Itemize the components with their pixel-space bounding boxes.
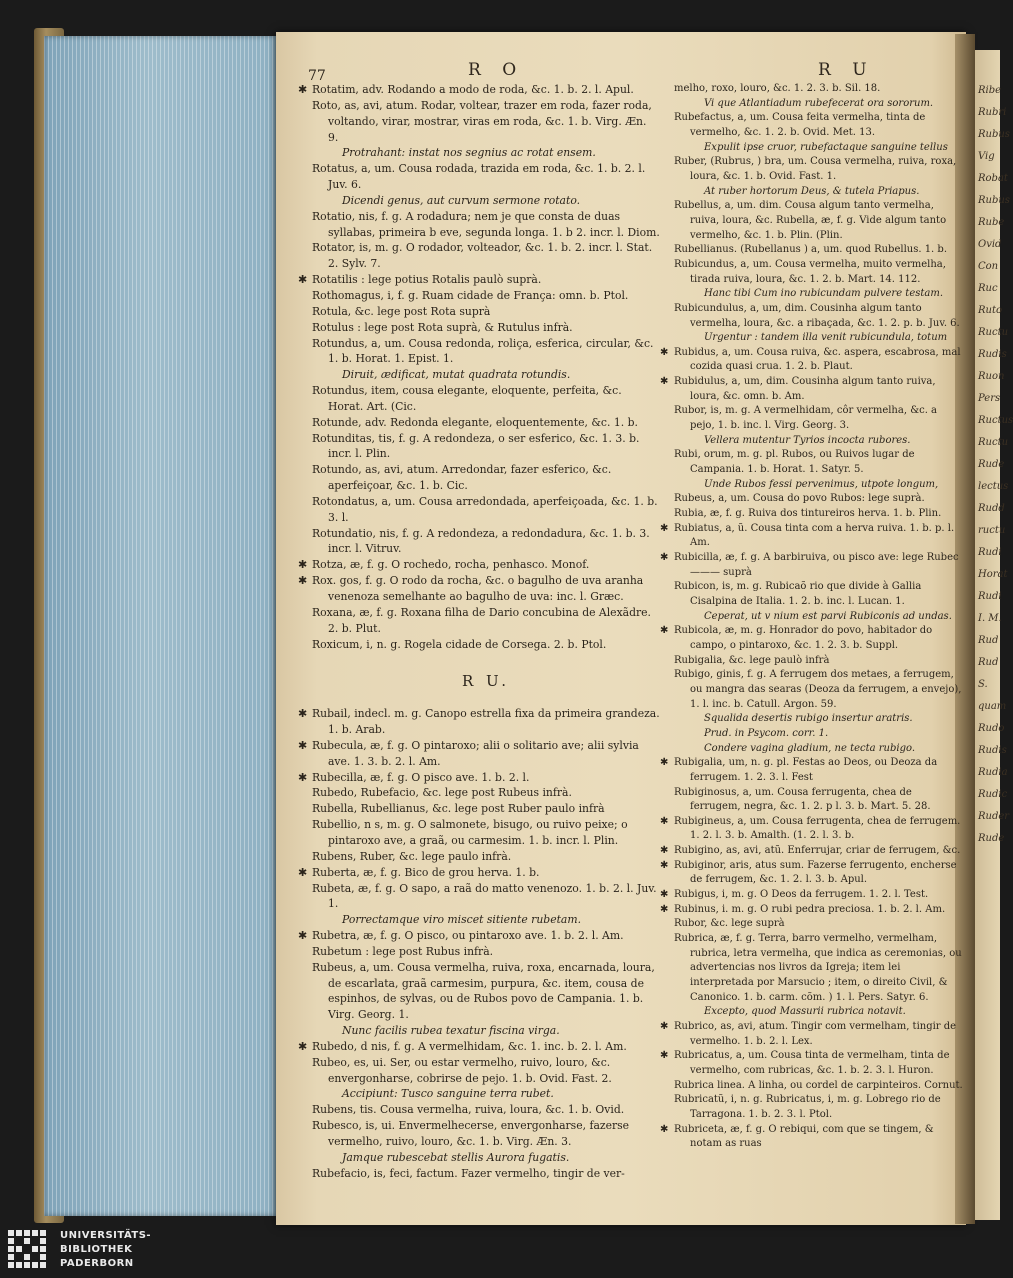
entry-text: Rubellianus. (Rubellanus ) a, um. quod Rubellus. 1. b. (674, 244, 947, 256)
dictionary-entry (660, 522, 964, 551)
dictionary-entry (298, 928, 660, 944)
entry-text: Rubor, &c. lege suprà (674, 918, 785, 930)
quotation-line: Excepto, quod Massurii rubrica notavit. (704, 1006, 906, 1018)
dictionary-entry (660, 815, 964, 844)
entry-text: Rubetum : lege post Rubus infrà. (312, 944, 494, 958)
logo-text-line-3: PADERBORN (60, 1258, 134, 1269)
facing-page-fragment: Vig (978, 151, 995, 162)
dictionary-entry (298, 770, 660, 786)
entry-text: Rubrica, æ, f. g. Terra, barro vermelho, vermelham, rubrica, letra vermelha, que indica as ceremonias, ou advertencias nos livros da Igreja; item lei interpretada por Marsucio ; item, o direito Civil, & Canonico. 1. b. carm. cõm. ) 1. l. Pers. Satyr. 6. (674, 933, 962, 1003)
facing-page-fragment: Rubus (978, 195, 1010, 206)
entry-text: Rubella, Rubellianus, &c. lege post Ruber paulo infrà (312, 802, 605, 816)
dictionary-entry (674, 654, 964, 669)
facing-page-fragment: Ructu (978, 327, 1009, 338)
dictionary-entry (660, 375, 964, 404)
asterisk-marker-icon: ✱ (298, 707, 308, 721)
dictionary-entry (674, 82, 964, 97)
entry-text: Rotatus, a, um. Cousa rodada, trazida em roda, &c. 1. b. 2. l. Juv. 6. (312, 162, 646, 192)
entry-text: Rubigalia, um, n. g. pl. Festas ao Deos, ou Deoza da ferrugem. 1. 2. 3. l. Fest (674, 757, 938, 783)
entry-text: Roxana, æ, f. g. Roxana filha de Dario concubina de Alexãdre. 2. b. Plut. (312, 605, 651, 635)
dictionary-entry (660, 859, 964, 888)
quotation-line: Nunc facilis rubea texatur fiscina virga. (342, 1024, 560, 1038)
quotation-line: Condere vagina gladium, ne tecta rubigo. (704, 742, 916, 754)
ro-entries (298, 82, 660, 652)
entry-text: Rubrico, as, avi, atum. Tingir com vermelham, tingir de vermelho. 1. b. 2. l. Lex. (674, 1021, 957, 1047)
dictionary-entry (660, 756, 964, 785)
dictionary-entry (312, 526, 660, 558)
entry-text: Rubidulus, a, um, dim. Cousinha algum tanto ruiva, loura, &c. omn. b. Am. (674, 376, 936, 402)
dictionary-entry (674, 155, 964, 184)
asterisk-marker-icon: ✱ (660, 1123, 669, 1135)
entry-text: Rubedo, Rubefacio, &c. lege post Rubeus infrà. (312, 786, 572, 800)
asterisk-marker-icon: ✱ (298, 273, 308, 287)
quotation-line: Protrahant: instat nos segnius ac rotat ensem. (342, 146, 596, 160)
dictionary-entry (312, 415, 660, 431)
entry-text: Rubeta, æ, f. g. O sapo, a raã do matto venenozo. 1. b. 2. l. Juv. 1. (312, 881, 657, 911)
dictionary-entry (674, 932, 964, 1005)
quotation-line: Porrectamque viro miscet sitiente rubetam. (342, 913, 582, 927)
facing-page-fragment: Rudi (978, 591, 1002, 602)
dictionary-entry (660, 346, 964, 375)
quotation-line: Squalida desertis rubigo insertur aratris. (704, 713, 913, 725)
running-header-right: R U (818, 60, 875, 80)
facing-page-fragment: Rudis (978, 745, 1007, 756)
dictionary-entry (674, 492, 964, 507)
dictionary-entry (312, 881, 660, 913)
dictionary-entry (312, 209, 660, 241)
entry-text: Rubicundulus, a, um, dim. Cousinha algum tanto vermelha, loura, &c. a ribaçada, &c. 1. 2. p. b. Juv. 6. (674, 302, 960, 329)
dictionary-entry (674, 199, 964, 243)
entry-text: Ruber, (Rubrus, ) bra, um. Cousa vermelha, ruiva, roxa, loura, &c. 1. b. Ovid. Fast. 1. (674, 156, 957, 182)
facing-page-fragment: ructu (978, 525, 1006, 536)
quotation-line: Ceperat, ut v nium est parvi Rubiconis ad undas. (704, 610, 952, 622)
entry-text: Rotundo, as, avi, atum. Arredondar, fazer esferico, &c. aperfeiçoar, &c. 1. b. Cic. (312, 463, 612, 493)
logo-text-line-1: UNIVERSITÄTS- (60, 1230, 152, 1241)
entry-text: Rubricatus, a, um. Cousa tinta de vermelham, tinta de vermelho, com rubricas, &c. 1. b. 2. 3. l. Huron. (674, 1050, 950, 1076)
dictionary-entry (298, 272, 660, 288)
dictionary-entry (674, 917, 964, 932)
dictionary-entry (674, 668, 964, 712)
quotation-line: Prud. in Psycom. corr. 1. (704, 727, 829, 739)
entry-text: Rotatilis : lege potius Rotalis paulò suprà. (312, 273, 542, 287)
entry-text: Rotator, is, m. g. O rodador, volteador, &c. 1. b. 2. incr. l. Stat. 2. Sylv. 7. (312, 241, 653, 271)
entry-text: Rotatim, adv. Rodando a modo de roda, &c. 1. b. 2. l. Apul. (312, 83, 634, 96)
dictionary-entry (674, 111, 964, 140)
facing-page-fragment: Rudis (978, 349, 1007, 360)
asterisk-marker-icon: ✱ (660, 859, 669, 871)
dictionary-entry (312, 98, 660, 146)
facing-page-fragment: Con (978, 261, 999, 272)
facing-page-fragment: Rudd (978, 503, 1005, 514)
entry-text: Rubellus, a, um. dim. Cousa algum tanto vermelha, ruiva, loura, &c. Rubella, æ, f. g. Vide algum tanto vermelho, &c. 1. b. Plin. (Plin. (674, 200, 947, 241)
facing-page-fragment: Rudia (978, 767, 1008, 778)
entry-text: Rotza, æ, f. g. O rochedo, rocha, penhasco. Monof. (312, 558, 590, 572)
library-logo-icon (8, 1230, 52, 1268)
facing-page-fragment: Rude (978, 459, 1005, 470)
entry-text: Rotunde, adv. Redonda elegante, eloquentemente, &c. 1. b. (312, 415, 638, 429)
entry-text: Rubecilla, æ, f. g. O pisco ave. 1. b. 2. l. (312, 770, 530, 784)
dictionary-entry (674, 404, 964, 433)
asterisk-marker-icon: ✱ (298, 770, 308, 784)
dictionary-entry (312, 944, 660, 960)
quotation-line: Vellera mutentur Tyrios incocta rubores. (704, 434, 911, 446)
entry-text: Rubidus, a, um. Cousa ruiva, &c. aspera, escabrosa, mal cozida quasi crua. 1. 2. b. Plaut. (674, 346, 961, 373)
facing-page-fragment: Ruto (978, 305, 1003, 316)
entry-text: Rubigus, i, m. g. O Deos da ferrugem. 1. 2. l. Test. (674, 889, 929, 901)
facing-page-fragment: Rudo (978, 723, 1005, 734)
facing-page-fragment: Ruder (978, 811, 1010, 822)
entry-text: Rotunditas, tis, f. g. A redondeza, o ser esferico, &c. 1. 3. b. incr. l. Plin. (312, 431, 640, 461)
dictionary-entry (674, 258, 964, 287)
dictionary-entry (312, 240, 660, 272)
quotation-line: Accipiunt: Tusco sanguine terra rubet. (342, 1087, 554, 1101)
entry-text: Rothomagus, i, f. g. Ruam cidade de França: omn. b. Ptol. (312, 288, 629, 302)
dictionary-entry (660, 1049, 964, 1078)
facing-page-fragment: Rudi (978, 547, 1002, 558)
facing-page-fragment: Horat (978, 569, 1008, 580)
dictionary-entry (298, 1039, 660, 1055)
entry-text: Rotatio, nis, f. g. A rodadura; nem je que consta de duas syllabas, primeira b eve, segunda longa. 1. b 2. incr. l. Diom. (312, 209, 660, 239)
quotation-line: Diruit, ædificat, mutat quadrata rotundis. (342, 368, 571, 382)
asterisk-marker-icon: ✱ (660, 889, 669, 901)
dictionary-entry (660, 1020, 964, 1049)
entry-text: Rotundatio, nis, f. g. A redondeza, a redondadura, &c. 1. b. 3. incr. l. Vitruv. (312, 526, 650, 556)
entry-text: Ruberta, æ, f. g. Bico de grou herva. 1. b. (312, 865, 540, 879)
entry-text: Rotundus, a, um. Cousa redonda, roliça, esferica, circular, &c. 1. b. Horat. 1. Epist. 1. (312, 336, 654, 366)
dictionary-entry (674, 448, 964, 477)
entry-text: Roxicum, i, n. g. Rogela cidade de Corsega. 2. b. Ptol. (312, 637, 607, 651)
facing-page-fragment: Ruon (978, 371, 1005, 382)
dictionary-entry (312, 462, 660, 494)
facing-page-fragment: Ructus (978, 415, 1013, 426)
facing-page-fragment: Ovid (978, 239, 1002, 250)
dictionary-entry (660, 888, 964, 903)
entry-text: Rotula, &c. lege post Rota suprà (312, 304, 491, 318)
entry-text: Rubicilla, æ, f. g. A barbiruiva, ou pisco ave: lege Rubec ——— suprà (674, 552, 959, 578)
dictionary-entry (312, 431, 660, 463)
dictionary-entry (660, 1123, 964, 1152)
asterisk-marker-icon: ✱ (298, 558, 308, 572)
dictionary-entry (298, 573, 660, 605)
quotation-line: Expulit ipse cruor, rubefactaque sanguine tellus (704, 141, 948, 153)
dictionary-entry (312, 817, 660, 849)
running-header-left: R O (468, 60, 525, 80)
facing-page-fragment: S. (978, 679, 988, 690)
entry-text: Rotulus : lege post Rota suprà, & Rutulus infrà. (312, 320, 573, 334)
facing-page-fragment: Ribe (978, 85, 1002, 96)
dictionary-entry (312, 605, 660, 637)
facing-page-fragment: Rud (978, 657, 999, 668)
dictionary-entry (674, 786, 964, 815)
entry-text: Rubigo, ginis, f. g. A ferrugem dos metaes, a ferrugem, ou mangra das searas (Deoza da ferrugem, a envejo), 1. l. inc. b. Catull. Argon. 59. (674, 669, 962, 710)
entry-text: Rubens, Ruber, &c. lege paulo infrà. (312, 849, 512, 863)
entry-text: Rubetra, æ, f. g. O pisco, ou pintaroxo ave. 1. b. 2. l. Am. (312, 929, 624, 943)
facing-page-fragment: Rube (978, 217, 1005, 228)
dictionary-entry (298, 865, 660, 881)
entry-text: Rubigalia, &c. lege paulò infrà (674, 654, 830, 666)
dictionary-entry (674, 580, 964, 609)
facing-page-fragment: I. M. (978, 613, 1002, 624)
facing-page-fragment: Ructu (978, 437, 1009, 448)
asterisk-marker-icon: ✱ (660, 552, 669, 563)
entry-text: Rubriceta, æ, f. g. O rebiqui, com que se tingem, & notam as ruas (674, 1123, 934, 1150)
dictionary-entry (298, 557, 660, 573)
quotation-line: Unde Rubos fessi pervenimus, utpote longum, (704, 478, 939, 490)
entry-text: Rubedo, d nis, f. g. A vermelhidam, &c. 1. inc. b. 2. l. Am. (312, 1039, 627, 1053)
entry-text: Rubicon, is, m. g. Rubicaõ rio que divide à Gallia Cisalpina de Italia. 1. 2. b. inc. l. Lucan. 1. (674, 581, 922, 607)
dictionary-entry (312, 785, 660, 801)
ru-entries (298, 706, 660, 1181)
entry-text: Rubicundus, a, um. Cousa vermelha, muito vermelha, tirada ruiva, loura, &c. 1. 2. b. Mart. 14. 112. (674, 258, 946, 285)
dictionary-entry (312, 383, 660, 415)
entry-text: Rubricatũ, i, n. g. Rubricatus, i, m. g. Lobrego rio de Tarragona. 1. b. 2. 3. l. Ptol. (674, 1094, 941, 1120)
entry-text: Rubail, indecl. m. g. Canopo estrella fixa da primeira grandeza. 1. b. Arab. (312, 707, 660, 737)
entry-text: Rubesco, is, ui. Envermelhecerse, envergonharse, fazerse vermelho, ruivo, louro, &c. 1. b. Virg. Æn. 3. (312, 1119, 630, 1148)
dictionary-entry (312, 1166, 660, 1182)
quotation-line: Dicendi genus, aut curvum sermone rotato. (342, 193, 581, 207)
facing-page-fragment: Rubus (978, 129, 1010, 140)
quotation-line: Jamque rubescebat stellis Aurora fugatis. (342, 1150, 570, 1164)
dictionary-entry (674, 302, 964, 331)
asterisk-marker-icon: ✱ (660, 815, 669, 827)
dictionary-entry (312, 849, 660, 865)
dictionary-entry (660, 903, 964, 918)
section-heading: R U. (461, 672, 511, 691)
page-fore-edge (44, 36, 276, 1216)
entry-text: melho, roxo, louro, &c. 1. 2. 3. b. Sil. 18. (674, 83, 881, 94)
entry-text: Rubiginosus, a, um. Cousa ferrugenta, chea de ferrugem, negra, &c. 1. 2. p l. 3. b. Mart. 5. 28. (674, 786, 931, 813)
asterisk-marker-icon: ✱ (298, 83, 308, 96)
dictionary-entry (298, 738, 660, 770)
dictionary-entry (312, 336, 660, 368)
entry-text: Rubiginor, aris, atus sum. Fazerse ferrugento, encherse de ferrugem, &c. 1. 2. l. 3. b. Apul. (674, 859, 957, 886)
asterisk-marker-icon: ✱ (660, 522, 669, 534)
entry-text: Rubigino, as, avi, atũ. Enferrujar, criar de ferrugem, &c. (674, 845, 961, 857)
page-number: 77 (308, 68, 326, 84)
dictionary-entry (298, 706, 660, 738)
entry-text: Rubi, orum, m. g. pl. Rubos, ou Ruivos lugar de Campania. 1. b. Horat. 1. Satyr. 5. (674, 449, 915, 476)
logo-text-line-2: BIBLIOTHEK (60, 1244, 133, 1255)
asterisk-marker-icon: ✱ (298, 929, 308, 943)
entry-text: Rubor, is, m. g. A vermelhidam, côr vermelha, &c. a pejo, 1. b. inc. l. Virg. Georg. 3. (674, 405, 938, 432)
dictionary-entry (312, 161, 660, 193)
entry-text: Rotondatus, a, um. Cousa arredondada, aperfeiçoada, &c. 1. b. 3. l. (312, 494, 658, 524)
dictionary-entry (674, 1079, 964, 1094)
quotation-line: Vi que Atlantiadum rubefecerat ora sororum. (704, 97, 934, 109)
quotation-line: At ruber hortorum Deus, & tutela Priapus. (704, 185, 920, 197)
entry-text: Rubecula, æ, f. g. O pintaroxo; alii o solitario ave; alii sylvia ave. 1. 3. b. 2. l. Am. (312, 738, 639, 768)
entry-text: Rubigineus, a, um. Cousa ferrugenta, chea de ferrugem. 1. 2. l. 3. b. Amalth. (1. 2. l. 3. b. (674, 815, 961, 842)
entry-text: Rubrica linea. A linha, ou cordel de carpinteiros. Cornut. (674, 1079, 963, 1091)
dictionary-entry (312, 494, 660, 526)
entry-text: Rubiatus, a, ũ. Cousa tinta com a herva ruiva. 1. b. p. l. Am. (674, 522, 955, 549)
right-column (660, 82, 964, 1152)
facing-page-fragment: Rud (978, 635, 999, 646)
facing-page-fragment: lectus (978, 481, 1009, 492)
entry-text: Roto, as, avi, atum. Rodar, voltear, trazer em roda, fazer roda, voltando, virar, mostrar, viras em roda, &c. 1. b. Virg. Æn. 9. (312, 98, 652, 144)
asterisk-marker-icon: ✱ (660, 625, 669, 637)
facing-page-fragment: Rude (978, 833, 1005, 844)
entry-text: Rubefactus, a, um. Cousa feita vermelha, tinta de vermelho, &c. 1. 2. b. Ovid. Met. 13. (674, 112, 926, 138)
asterisk-marker-icon: ✱ (298, 865, 308, 879)
dictionary-entry (312, 288, 660, 304)
facing-page-fragment: Rubri (978, 107, 1007, 118)
quotation-line: Hanc tibi Cum ino rubicundam pulvere testam. (704, 288, 944, 300)
facing-page-fragment: Ruc (978, 283, 998, 294)
facing-page-fragment: quam (978, 701, 1007, 712)
entry-text: Rotundus, item, cousa elegante, eloquente, perfeita, &c. Horat. Art. (Cic. (312, 384, 622, 413)
dictionary-entry (312, 320, 660, 336)
entry-text: Rubinus, i. m. g. O rubi pedra preciosa. 1. b. 2. l. Am. (674, 903, 946, 915)
entry-text: Rubellio, n s, m. g. O salmonete, bisugo, ou ruivo peixe; o pintaroxo ave, a graã, ou carmesim. 1. b. incr. l. Plin. (312, 818, 628, 847)
asterisk-marker-icon: ✱ (298, 1039, 308, 1053)
dictionary-entry (312, 304, 660, 320)
asterisk-marker-icon: ✱ (660, 903, 669, 915)
dictionary-entry (298, 82, 660, 98)
dictionary-entry (312, 1102, 660, 1118)
asterisk-marker-icon: ✱ (660, 845, 669, 857)
entry-text: Rubeo, es, ui. Ser, ou estar vermelho, ruivo, louro, &c. envergonharse, cobrirse de pejo. 1. b. Ovid. Fast. 2. (312, 1055, 612, 1085)
asterisk-marker-icon: ✱ (660, 1050, 669, 1062)
entry-text: Rubeus, a, um. Cousa vermelha, ruiva, roxa, encarnada, loura, de escarlata, graã carmesim, purpura, &c. item, cousa de espinhos, de sylvas, ou de Rubos povo de Campania. 1. b. Virg. Georg. 1. (312, 960, 655, 1022)
asterisk-marker-icon: ✱ (298, 574, 308, 588)
asterisk-marker-icon: ✱ (660, 1021, 669, 1032)
dictionary-entry (674, 507, 964, 522)
dictionary-entry (660, 624, 964, 653)
entry-text: Rubefacio, is, feci, factum. Fazer vermelho, tingir de ver- (312, 1166, 625, 1180)
asterisk-marker-icon: ✱ (660, 757, 669, 769)
asterisk-marker-icon: ✱ (298, 738, 308, 752)
asterisk-marker-icon: ✱ (660, 346, 669, 358)
entry-text: Rubens, tis. Cousa vermelha, ruiva, loura, &c. 1. b. Ovid. (312, 1103, 625, 1117)
entry-text: Rubia, æ, f. g. Ruiva dos tintureiros herva. 1. b. Plin. (674, 508, 942, 520)
entry-text: Rox. gos, f. g. O rodo da rocha, &c. o bagulho de uva aranha venenoza semelhante ao bagulho de uva: inc. l. Græc. (312, 574, 644, 603)
facing-page-fragment: Rudic (978, 789, 1008, 800)
asterisk-marker-icon: ✱ (660, 376, 669, 388)
dictionary-entry (660, 844, 964, 859)
dictionary-entry (312, 801, 660, 817)
facing-page-fragment: Robat (978, 173, 1008, 184)
dictionary-entry (674, 1093, 964, 1122)
entry-text: Rubicola, æ, m. g. Honrador do povo, habitador do campo, o pintaroxo, &c. 1. 2. 3. b. Suppl. (674, 625, 933, 651)
dictionary-entry (312, 637, 660, 653)
library-logo (8, 1224, 218, 1272)
dictionary-entry (660, 551, 964, 580)
quotation-line: Urgentur : tandem illa venit rubicundula, totum (704, 332, 948, 344)
dictionary-entry (674, 243, 964, 258)
entry-text: Rubeus, a, um. Cousa do povo Rubos: lege suprà. (674, 493, 925, 505)
facing-page-fragment: Pers (978, 393, 1001, 404)
facing-page-fragments (978, 80, 1013, 850)
left-column (298, 82, 660, 1182)
dictionary-entry (312, 1118, 660, 1150)
dictionary-entry (312, 960, 660, 1023)
dictionary-entry (312, 1055, 660, 1087)
